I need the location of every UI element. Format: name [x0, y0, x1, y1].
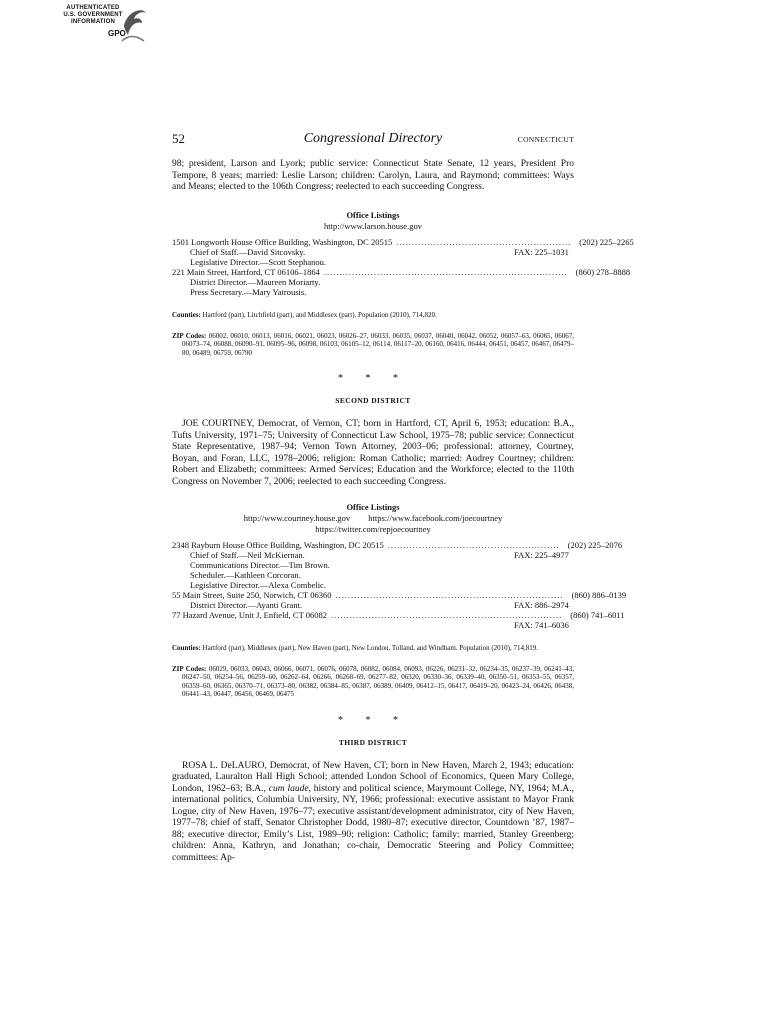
page-number: 52: [172, 131, 185, 146]
staff-entry: Chief of Staff.—David Sitcovsky.: [190, 247, 306, 257]
first-district-bio-continued: 98; president, Larson and Lyork; public service: Connecticut State Senate, 12 years, President Pro Tempore, 8 years; married: Leslie Larson; children: Carolyn, Laura, and Raymond; committees: Ways and Means; elected to the 106th Congress; reelected to each succeeding Congress.: [172, 159, 574, 192]
bio-part-2: , history and political science, Marymount College, NY, 1964; M.A., international politics, Columbia University, NY, 1966; professional: executive assistant to Mayor Frank Logue, city of New Haven, 1976–77; executive assistant/development administrator, city of New Haven, 1977–78; chief of staff, Senator Christopher Dodd, 1980–87; executive director, Countdown ’87, 1987–88; executive director, Emily’s List, 1989–90; religion: Catholic; family: married, Stanley Greenberg; children: Anna, Kathryn, and Jonathan; co-chair, Democratic Steering and Policy Committee; committees: Ap-: [172, 783, 575, 863]
section-divider: * * *: [338, 373, 408, 384]
counties-label: Counties:: [172, 311, 201, 319]
zip-text: 06002, 06010, 06013, 06016, 06021, 06023, 06026–27, 06033, 06035, 06037, 06040, 06042, 06052, 06057–63, 06065, 06067, 06073–74, 06088, 06090–91, 06095–96, 06098, 06103, 06105–12, 06114, 06117–20, 06160, 06416, 06444, 06451, 06457, 06467, 06479–80, 06489, 06759, 06790: [182, 331, 574, 357]
directory-page: [172, 131, 634, 864]
state-label: CONNECTICUT: [517, 135, 574, 144]
section-divider: * * *: [338, 714, 408, 726]
counties-label: Counties:: [172, 644, 201, 652]
staff-entry: Legislative Director.—Alexa Combelic.: [190, 580, 326, 590]
zip-codes-note: [172, 665, 574, 699]
office-fax: FAX: 886–2974: [514, 600, 569, 610]
office-phone: (202) 225–2265: [579, 237, 634, 247]
district-heading: SECOND DISTRICT: [335, 396, 411, 405]
office-phone: (202) 225–2076: [567, 540, 623, 550]
office-address: 77 Hazard Avenue, Unit J, Enfield, CT 06082: [172, 610, 328, 620]
office-fax: FAX: 225–1031: [514, 247, 569, 257]
courtney-website-link[interactable]: http://www.courtney.house.gov: [243, 513, 351, 523]
counties-text: Hartford (part), Middlesex (part), New Haven (part), New London, Tolland, and Windham. Population (2010), 714,819.: [202, 644, 539, 652]
office-listings-heading: Office Listings: [346, 502, 400, 512]
staff-entry: Scheduler.—Kathleen Corcoran.: [190, 570, 301, 580]
district-heading: THIRD DISTRICT: [338, 737, 408, 747]
larson-website-link[interactable]: http://www.larson.house.gov: [324, 220, 422, 231]
office-address: 221 Main Street, Hartford, CT 06106–1864: [172, 267, 320, 277]
zip-label: ZIP Codes:: [172, 664, 207, 673]
page-title: Congressional Directory: [303, 131, 443, 146]
running-head: [172, 131, 574, 153]
office-fax: FAX: 741–6036: [514, 620, 569, 630]
counties-note: [172, 644, 574, 653]
counties-text: Hartford (part), Litchfield (part), and Middlesex (part). Population (2010), 714,820.: [202, 311, 437, 319]
badge-line-3: INFORMATION: [70, 19, 116, 25]
office-phone: (860) 741–6011: [570, 610, 625, 620]
office-address: 2348 Rayburn House Office Building, Washington, DC 20515: [172, 540, 384, 550]
representative-bio: [172, 761, 574, 865]
office-phone: (860) 886–0139: [571, 590, 627, 600]
badge-gpo-label: GPO: [108, 29, 126, 38]
office-fax: FAX: 225–4977: [514, 550, 569, 560]
zip-codes-note: [172, 332, 574, 358]
office-address: 55 Main Street, Suite 250, Norwich, CT 06360: [172, 590, 332, 600]
office-listing: 221 Main Street, Hartford, CT 06106–1864 .............................................................................. (860) 278–8888 District Director.—Maureen Moriarty. Press Secretary.—Mary Yatrousis.: [172, 267, 631, 297]
staff-entry: District Director.—Ayanti Grant.: [190, 600, 303, 610]
staff-entry: District Director.—Maureen Moriarty.: [190, 277, 321, 287]
facebook-link[interactable]: https://www.facebook.com/joecourtney: [368, 513, 503, 523]
office-listing: 1501 Longworth House Office Building, Washington, DC 20515 ........................................................ (202) 225–2265 Chief of Staff.—David Sitcovsky. FAX: 225–1031 Legislative Director.—Scott Stephanou.: [172, 237, 634, 267]
office-address: 1501 Longworth House Office Building, Washington, DC 20515: [172, 237, 393, 247]
office-listing: 77 Hazard Avenue, Unit J, Enfield, CT 06082 .......................................................................... (860) 741–6011 FAX: 741–6036: [172, 610, 625, 630]
twitter-link[interactable]: https://twitter.com/repjoecourtney: [315, 523, 431, 534]
badge-line-2: U.S. GOVERNMENT: [63, 12, 123, 18]
zip-label: ZIP Codes:: [172, 331, 207, 340]
office-listing: 2348 Rayburn House Office Building, Washington, DC 20515 ....................................................... (202) 225–2076 Chief of Staff.—Neil McKiernan. FAX: 225–4977 Communications Director.—Tim Brown. Scheduler.—Kathleen Corcoran. Legislative Director.—Alexa Combelic.: [172, 540, 623, 590]
eagle-icon: [120, 5, 150, 49]
website-links: [172, 513, 574, 524]
gpo-authentication-badge: [58, 5, 158, 49]
zip-text: 06029, 06033, 06043, 06066, 06071, 06076, 06078, 06082, 06084, 06093, 06226, 06231–32, 06234–35, 06237–39, 06241–43, 06247–50, 06254–56, 06259–60, 06262–64, 06266, 06268–69, 06277–82, 06320, 06330–36, 06339–40, 06350–51, 06353–55, 06357, 06359–60, 06365, 06370–71, 06373–80, 06382, 06384–85, 06387, 06389, 06409, 06412–15, 06417, 06419–20, 06423–24, 06426, 06438, 06441–43, 06447, 06456, 06469, 06475: [182, 664, 575, 698]
office-listings-heading: Office Listings: [346, 209, 400, 220]
badge-line-1: AUTHENTICATED: [66, 5, 120, 11]
bio-part-1: ROSA L. DeLAURO, Democrat, of New Haven, CT; born in New Haven, March 2, 1943; education: graduated, Lauralton Hall High School; attended London School of Economics, Queen Mary College, London, 1962–63; B.A.,: [172, 760, 574, 794]
office-listing: 55 Main Street, Suite 250, Norwich, CT 06360 ......................................................................... (860) 886–0139 District Director.—Ayanti Grant. FAX: 886–2974: [172, 590, 627, 610]
staff-entry: Communications Director.—Tim Brown.: [190, 560, 330, 570]
staff-entry: Legislative Director.—Scott Stephanou.: [190, 257, 326, 267]
counties-note: [172, 311, 574, 320]
staff-entry: Chief of Staff.—Neil McKiernan.: [190, 550, 305, 560]
bio-italic-phrase: cum laude: [268, 783, 309, 794]
office-phone: (860) 278–8888: [575, 267, 631, 277]
representative-bio: JOE COURTNEY, Democrat, of Vernon, CT; born in Hartford, CT, April 6, 1953; education: B.A., Tufts University, 1971–75; University of Connecticut Law School, 1975–78; public service: Connecticut State Representative, 1987–94; Vernon Town Attorney, 2003–06; professional: attorney, Courtney, Boyan, and Foran, LLC, 1978–2006; religion: Roman Catholic; married: Audrey Courtney; children: Robert and Elizabeth; committees: Armed Services; Education and the Workforce; elected to the 110th Congress on November 7, 2006; reelected to each succeeding Congress.: [172, 419, 574, 487]
staff-entry: Press Secretary.—Mary Yatrousis.: [190, 287, 307, 297]
